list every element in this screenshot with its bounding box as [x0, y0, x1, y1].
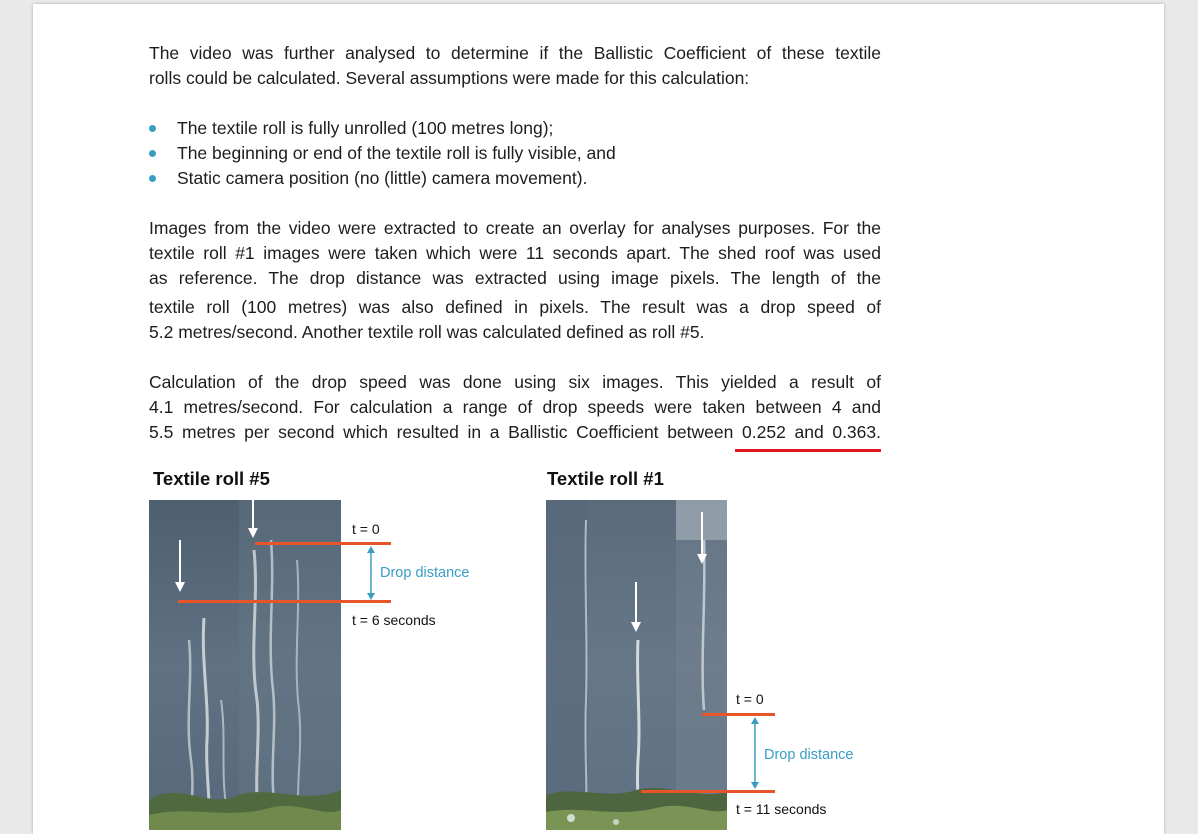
method-line: Images from the video were extracted to create an overlay for analyses purposes. For the [149, 218, 881, 238]
method-line: textile roll #1 images were taken which were 11 seconds apart. The shed roof was used [149, 243, 881, 263]
calculation-line: 4.1 metres/second. For calculation a range of drop speeds were taken between 4 and [149, 397, 881, 417]
figure-title-roll5: Textile roll #5 [153, 468, 270, 489]
list-item [149, 141, 616, 166]
roll5-photo-graphic [149, 500, 341, 830]
method-line: 5.2 metres/second. Another textile roll was calculated defined as roll #5. [149, 322, 705, 342]
calculation-line: Calculation of the drop speed was done using six images. This yielded a result of [149, 372, 881, 392]
roll1-drop-distance-label: Drop distance [764, 747, 854, 763]
roll1-end-marker [641, 790, 775, 793]
figure-title-roll1: Textile roll #1 [547, 468, 664, 489]
intro-line: The video was further analysed to determine if the Ballistic Coefficient of these textile [149, 43, 881, 63]
method-line: as reference. The drop distance was extracted using image pixels. The length of the [149, 268, 881, 288]
roll1-t-start: t = 0 [736, 691, 764, 707]
method-paragraph [149, 216, 881, 345]
roll1-t-end: t = 11 seconds [736, 801, 827, 817]
bullet-icon [149, 125, 156, 132]
roll1-double-arrow-icon [748, 716, 762, 790]
intro-paragraph [149, 41, 881, 91]
calculation-paragraph [149, 370, 881, 445]
roll1-sky-photo [546, 500, 727, 830]
intro-line: rolls could be calculated. Several assumptions were made for this calculation: [149, 68, 750, 88]
roll5-double-arrow-icon [364, 545, 378, 601]
roll5-end-marker [178, 600, 391, 603]
list-item [149, 166, 616, 191]
bullet-icon [149, 150, 156, 157]
bullet-icon [149, 175, 156, 182]
roll1-start-marker [702, 713, 775, 716]
roll5-sky-photo [149, 500, 341, 830]
method-line: textile roll (100 metres) was also defined in pixels. The result was a drop speed of [149, 297, 881, 317]
calculation-line: 5.5 metres per second which resulted in a Ballistic Coefficient between 0.252 and 0.363. [149, 422, 881, 442]
assumptions-list [149, 116, 616, 191]
list-item-text: The beginning or end of the textile roll is fully visible, and [177, 143, 616, 163]
list-item [149, 116, 616, 141]
list-item-text: The textile roll is fully unrolled (100 metres long); [177, 118, 554, 138]
list-item-text: Static camera position (no (little) camera movement). [177, 168, 588, 188]
roll5-t-start: t = 0 [352, 521, 380, 537]
roll5-drop-distance-label: Drop distance [380, 565, 470, 581]
highlight-underline [735, 449, 881, 452]
roll1-photo-graphic [546, 500, 727, 830]
roll5-t-end: t = 6 seconds [352, 612, 436, 628]
